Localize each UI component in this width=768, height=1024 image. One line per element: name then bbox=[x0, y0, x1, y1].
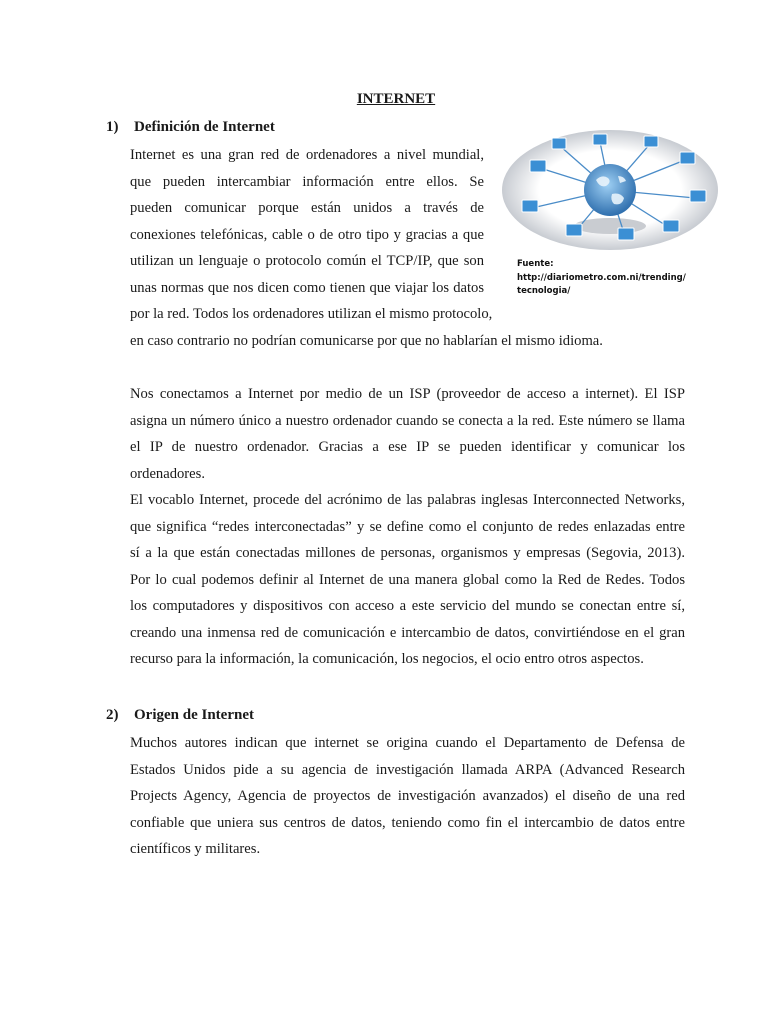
text-line: por la red. Todos los ordenadores utilizan el mismo protocolo, bbox=[130, 306, 493, 322]
isp-paragraph bbox=[130, 381, 685, 673]
origin-paragraph bbox=[130, 730, 685, 863]
text-line: asigna un número único a nuestro ordenador cuando se conecta a la red. Este número se llama bbox=[130, 412, 685, 429]
section-title: Definición de Internet bbox=[134, 119, 275, 135]
definition-paragraph-end bbox=[130, 328, 690, 355]
text-line: ordenadores. bbox=[130, 465, 205, 482]
text-line: Muchos autores indican que internet se origina cuando el Departamento de Defensa de bbox=[130, 735, 685, 751]
text-line: pueden comunicar porque están unidos a través de bbox=[130, 200, 484, 216]
text-line: unas normas que nos dicen como tienen que viajar los datos bbox=[130, 279, 484, 296]
text-line: Por lo cual podemos definir al Internet de una manera global como la Red de Redes. Todos bbox=[130, 571, 685, 588]
section-heading-origin bbox=[106, 707, 254, 724]
text-line: conexiones telefónicas, cable o de otro tipo y gracias a que bbox=[130, 226, 484, 243]
text-line: sí a la que están conectadas millones de personas, organismos y empresas (Segovia, 2013). bbox=[130, 545, 685, 561]
text-line: El vocablo Internet, procede del acrónimo de las palabras inglesas Interconnected Networks, bbox=[130, 492, 685, 508]
text-line: científicos y militares. bbox=[130, 841, 261, 857]
text-line: creando una inmensa red de comunicación e intercambio de datos, convirtiéndose en el gran bbox=[130, 624, 685, 641]
text-line: que significa “redes interconectadas” y se define como el conjunto de redes enlazadas entre bbox=[130, 518, 685, 535]
text-line: los computadores y dispositivos con acceso a este servicio del mundo se conectan entre sí, bbox=[130, 598, 685, 614]
network-globe-image bbox=[500, 128, 720, 252]
text-line: confiable que uniera sus centros de datos, teniendo como fin el intercambio de datos entre bbox=[130, 814, 685, 831]
text-line: Internet es una gran red de ordenadores a nivel mundial, bbox=[130, 147, 484, 163]
caption-label: Fuente: bbox=[517, 259, 554, 269]
text-line: recurso para la información, la comunicación, los negocios, el ocio entro otros aspectos. bbox=[130, 651, 644, 667]
text-line: Projects Agency, Agencia de proyectos de investigación avanzados) el diseño de una red bbox=[130, 788, 685, 804]
caption-path: tecnologia/ bbox=[517, 286, 571, 296]
text-line: utilizan un lenguaje o protocolo común el TCP/IP, que son bbox=[130, 253, 484, 269]
caption-url: http://diariometro.com.ni/trending/ bbox=[517, 272, 686, 283]
text-line: que pueden intercambiar información entre ellos. Se bbox=[130, 173, 484, 190]
section-number: 2) bbox=[106, 707, 119, 723]
globe-icon bbox=[584, 164, 636, 216]
text-line: Estados Unidos pide a su agencia de investigación llamada ARPA (Advanced Research bbox=[130, 761, 685, 778]
page-title: INTERNET bbox=[356, 91, 436, 107]
section-number: 1) bbox=[106, 119, 119, 135]
image-caption bbox=[517, 258, 687, 299]
text-line: el IP de nuestro ordenador. Gracias a ese IP se pueden identificar y comunicar los bbox=[130, 439, 685, 455]
section-heading-definition bbox=[106, 119, 275, 136]
text-line: Nos conectamos a Internet por medio de un ISP (proveedor de acceso a internet). El ISP bbox=[130, 386, 685, 402]
text-line: en caso contrario no podrían comunicarse por que no hablarían el mismo idioma. bbox=[130, 333, 603, 349]
definition-paragraph bbox=[130, 142, 493, 328]
section-title: Origen de Internet bbox=[134, 707, 254, 723]
